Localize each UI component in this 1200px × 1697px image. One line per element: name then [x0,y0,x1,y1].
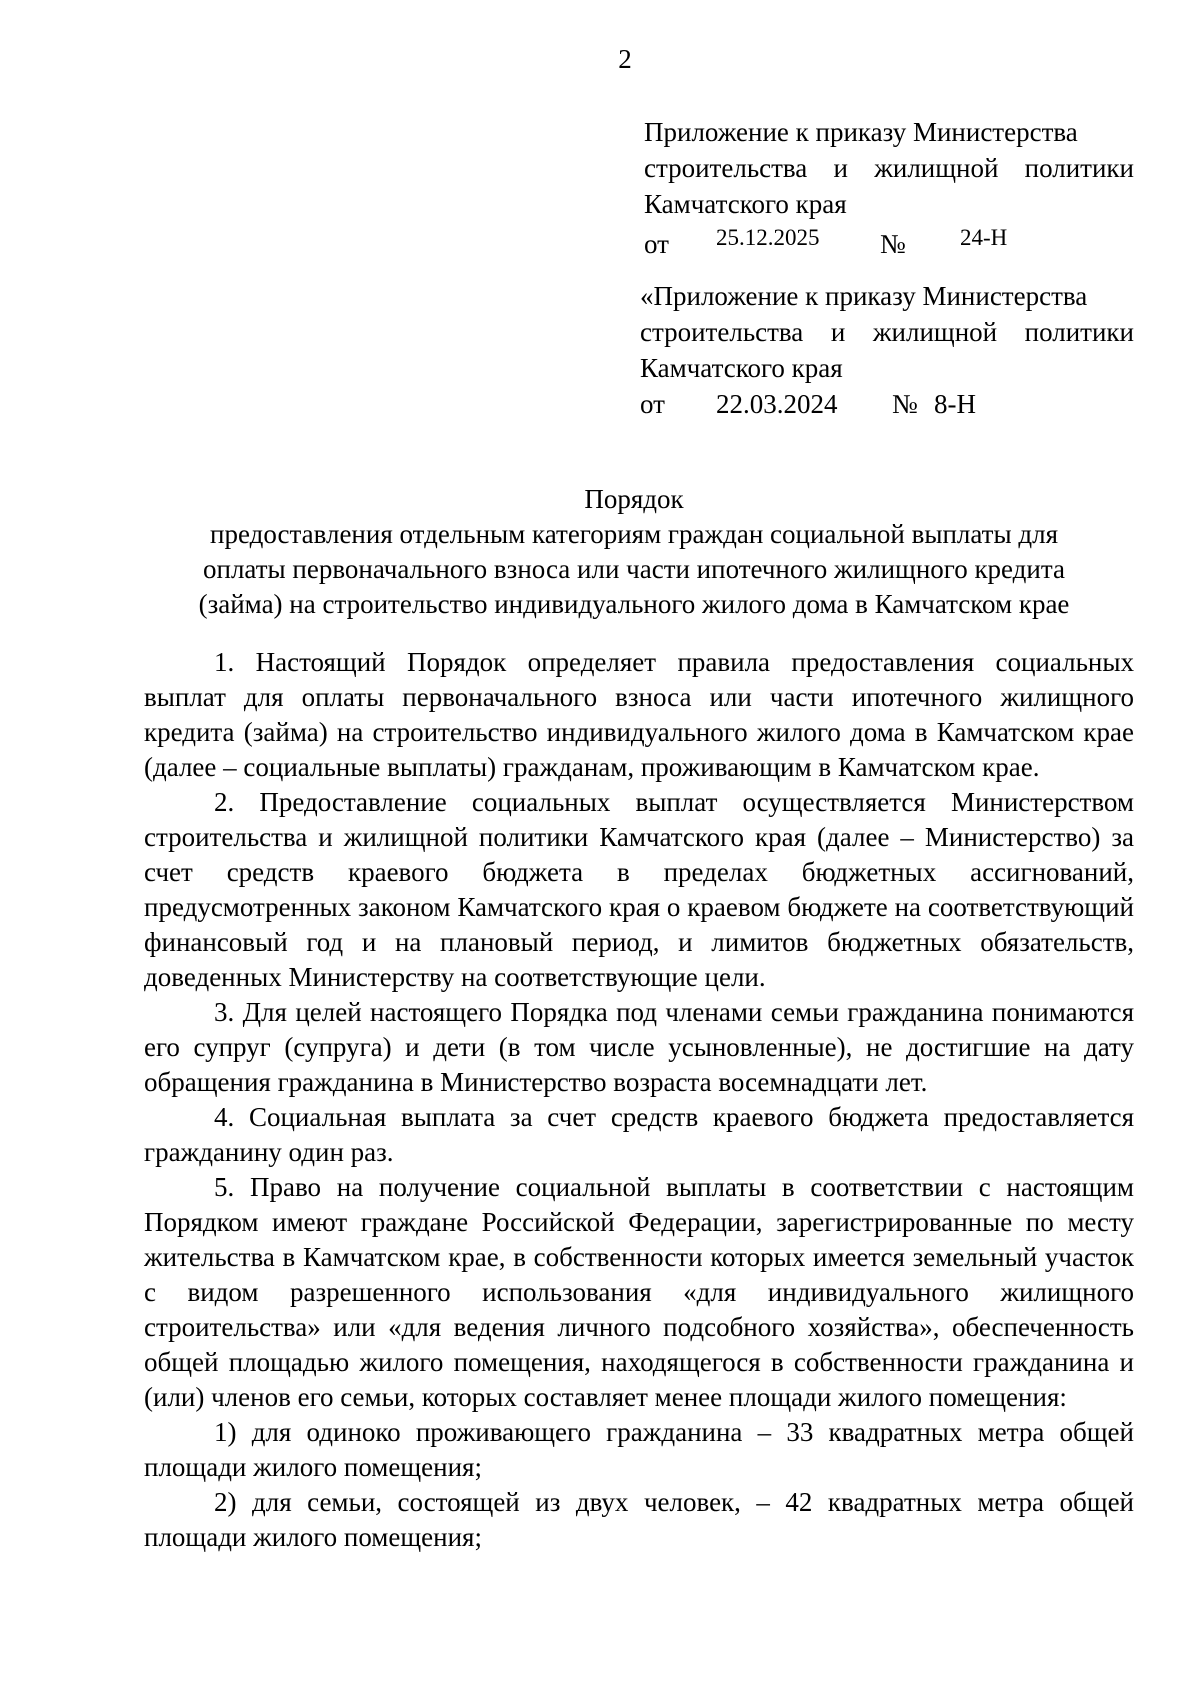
order-number: 8-Н [934,389,976,419]
paragraph-4: 4. Социальная выплата за счет средств краевого бюджета предоставляется гражданину один раз. [144,1102,1134,1167]
appendix-previous-line: Камчатского края [640,353,843,383]
list-item-1: 1) для одиноко проживающего гражданина – 33 квадратных метра общей площади жилого помещения; [144,1417,1134,1482]
order-number: 24-Н [960,225,1008,250]
paragraph-2: 2. Предоставление социальных выплат осуществляется Министерством строительства и жилищной политики Камчатского края (далее – Министерство) за счет средств краевого бюджета в пределах бюджетных ассигнований, предусмотренных законом Камчатского края о краевом бюджете на соответствующий финансовый год и на плановый период, и лимитов бюджетных обязательств, доведенных Министерству на соответствующие цели. [144,787,1134,992]
appendix-previous-order [640,386,1134,426]
from-label: от [644,229,669,259]
order-date: 22.03.2024 [716,389,838,419]
appendix-current [644,114,1134,262]
appendix-current-order [644,222,1134,262]
order-date: 25.12.2025 [716,225,820,250]
appendix-previous-line: строительства и жилищной политики [640,317,1134,347]
title-subtitle-line: оплаты первоначального взноса или части ипотечного жилищного кредита [203,554,1065,584]
list-item-2: 2) для семьи, состоящей из двух человек, – 42 квадратных метра общей площади жилого помещения; [144,1487,1134,1552]
page-number: 2 [618,44,632,74]
appendix-current-line: Камчатского края [644,189,847,219]
document-body [144,645,1134,1555]
number-sign: № [892,389,918,419]
title-subtitle-line: (займа) на строительство индивидуального жилого дома в Камчатском крае [198,589,1070,619]
paragraph-5: 5. Право на получение социальной выплаты в соответствии с настоящим Порядком имеют граждане Российской Федерации, зарегистрированные по месту жительства в Камчатском крае, в собственности которых имеется земельный участок с видом разрешенного использования «для индивидуального жилищного строительства» или «для ведения личного подсобного хозяйства», обеспеченность общей площадью жилого помещения, находящегося в собственности гражданина и (или) членов его семьи, которых составляет менее площади жилого помещения: [144,1172,1134,1412]
appendix-current-line: Приложение к приказу Министерства [644,117,1078,147]
appendix-previous [640,278,1134,426]
appendix-previous-line: «Приложение к приказу Министерства [640,281,1088,311]
from-label: от [640,389,665,419]
number-sign: № [880,229,906,259]
appendix-current-line: строительства и жилищной политики [644,153,1134,183]
paragraph-1: 1. Настоящий Порядок определяет правила предоставления социальных выплат для оплаты первоначального взноса или части ипотечного жилищного кредита (займа) на строительство индивидуального жилого дома в Камчатском крае (далее – социальные выплаты) гражданам, проживающим в Камчатском крае. [144,647,1134,782]
title-heading: Порядок [584,484,684,514]
title-subtitle-line: предоставления отдельным категориям граждан социальной выплаты для [210,519,1058,549]
paragraph-3: 3. Для целей настоящего Порядка под членами семьи гражданина понимаются его супруг (супруга) и дети (в том числе усыновленные), не достигшие на дату обращения гражданина в Министерство возраста восемнадцати лет. [144,997,1134,1097]
document-title [0,482,1200,622]
